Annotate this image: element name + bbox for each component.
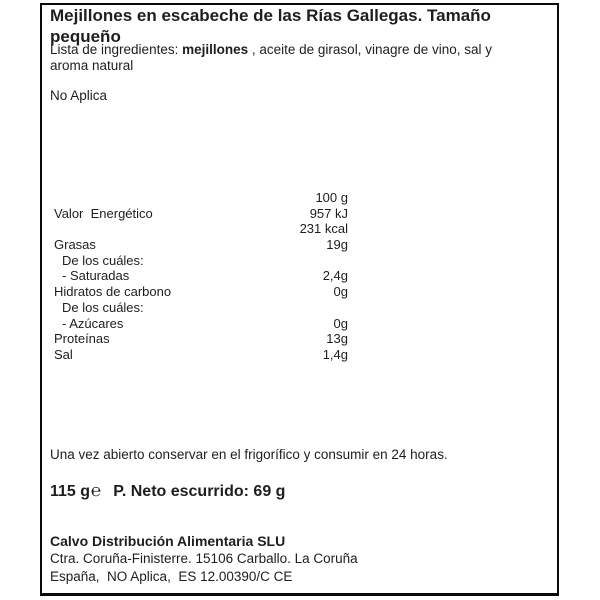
manufacturer-registration: España, NO Aplica, ES 12.00390/C CE: [50, 569, 293, 584]
ingredients-rest: , aceite de girasol, vinagre de vino, sal y aroma natural: [50, 42, 493, 73]
net-weight-line: [50, 481, 550, 501]
nutrition-label: Grasas: [54, 237, 96, 253]
nutrition-value: 957 kJ: [309, 205, 348, 221]
ingredients-highlight: mejillones: [182, 42, 249, 57]
nutrition-label: - Azúcares: [62, 315, 124, 331]
manufacturer-block: [50, 532, 550, 586]
nutrition-value: 0g: [333, 315, 348, 331]
drained-weight: P. Neto escurrido: 69 g: [113, 483, 286, 500]
table-row: [54, 331, 348, 347]
table-row: [54, 268, 348, 284]
table-row: [54, 284, 348, 300]
nutrition-value: 231 kcal: [299, 221, 348, 237]
nutrition-label: De los cuáles:: [62, 252, 144, 268]
ingredients-list: [50, 42, 515, 73]
table-row: [54, 237, 348, 253]
manufacturer-address: Ctra. Coruña-Finisterre. 15106 Carballo. La Coruña: [50, 551, 358, 566]
product-title: Mejillones en escabeche de las Rías Gallegas. Tamaño pequeño: [50, 6, 491, 46]
table-row: [54, 206, 348, 222]
table-row: [54, 347, 348, 363]
nutrition-label: - Saturadas: [62, 268, 130, 284]
table-row: [54, 221, 348, 237]
product-label-box: [40, 3, 559, 596]
nutrition-label: Hidratos de carbono: [54, 284, 172, 300]
manufacturer-name: Calvo Distribución Alimentaria SLU: [50, 533, 286, 549]
nutrition-table: [54, 190, 348, 363]
nutrition-label: Sal: [54, 346, 73, 362]
ingredients-prefix: Lista de ingredientes:: [50, 42, 183, 57]
nutrition-value: 0g: [333, 284, 348, 300]
estimated-sign: ℮: [91, 481, 102, 500]
nutrition-column-header: 100 g: [315, 190, 348, 205]
table-row: [54, 316, 348, 332]
nutrition-label: De los cuáles:: [62, 299, 144, 315]
table-row: [54, 253, 348, 269]
nutrition-value: 1,4g: [322, 346, 348, 362]
nutrition-value: 19g: [326, 237, 348, 253]
net-weight-value: 115 g: [50, 483, 91, 500]
table-row: [54, 300, 348, 316]
nutrition-value: 2,4g: [322, 268, 348, 284]
nutrition-header-row: [54, 190, 348, 206]
nutrition-label: Valor Energético: [54, 205, 153, 221]
nutrition-value: 13g: [326, 331, 348, 347]
allergen-note: No Aplica: [50, 88, 108, 103]
storage-note: Una vez abierto conservar en el frigorífico y consumir en 24 horas.: [50, 447, 448, 462]
nutrition-label: Proteínas: [54, 331, 110, 347]
